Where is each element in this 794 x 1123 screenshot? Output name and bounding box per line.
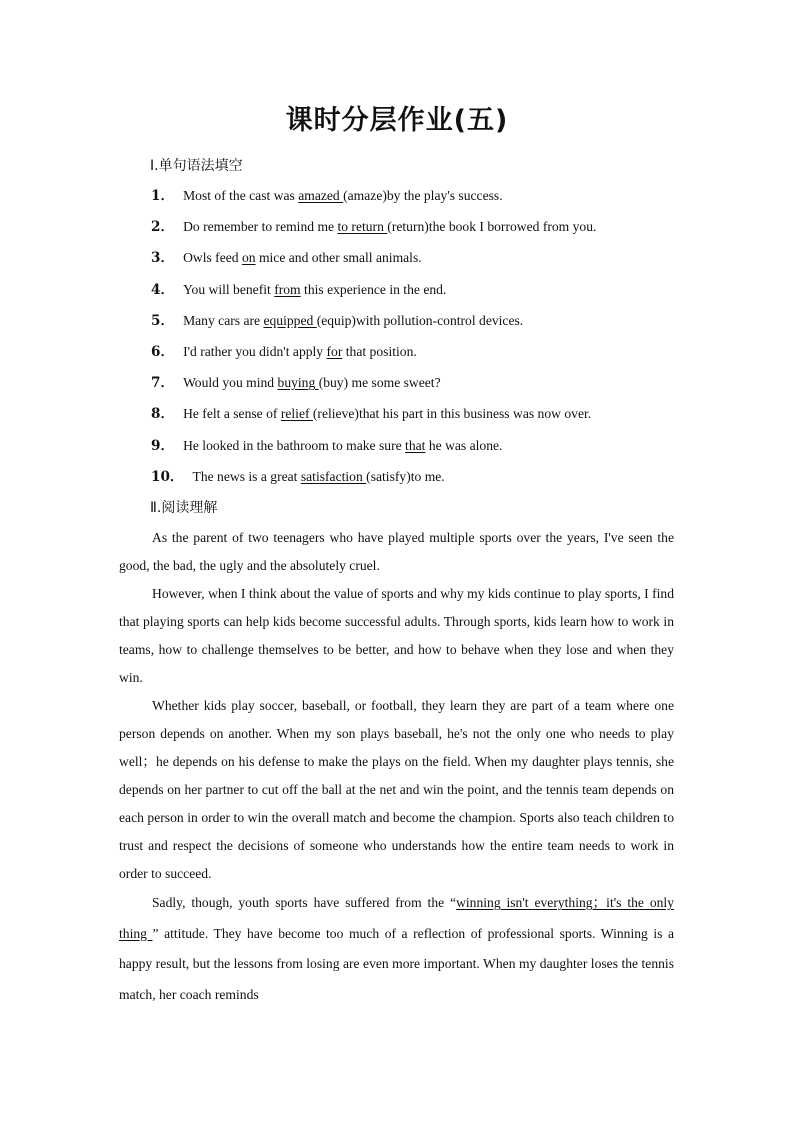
- paragraph-4-lead: Sadly, though, youth sports have suffered from the “: [152, 895, 457, 910]
- section-heading-reading: Ⅱ.阅读理解: [150, 500, 218, 516]
- item-answer: that: [405, 437, 426, 453]
- reading-paragraph-4: [119, 888, 674, 1010]
- grammar-item: [151, 372, 711, 403]
- item-answer: amazed: [298, 188, 344, 203]
- grammar-item: [151, 216, 711, 247]
- item-answer: satisfaction: [300, 468, 367, 484]
- item-text-after: (return)the book I borrowed from you.: [387, 219, 597, 235]
- item-number: 1．: [151, 188, 175, 204]
- item-text-after: mice and other small animals.: [255, 250, 422, 266]
- paragraph-4-rest: ” attitude. They have become too much of a reflection of professional sports. Winning is a happy result, but the lessons from losing are even more important. When my daughter loses the tennis match, her coach reminds: [119, 925, 675, 1002]
- page-title: 课时分层作业(五): [285, 105, 509, 136]
- item-text-before: Do remember to remind me: [183, 219, 338, 235]
- item-text-before: Many cars are: [183, 312, 264, 328]
- item-text-before: The news is a great: [192, 468, 301, 484]
- item-number: 10．: [151, 468, 184, 485]
- item-number: 3．: [151, 250, 175, 267]
- item-answer: on: [241, 250, 256, 266]
- item-text-before: Would you mind: [183, 375, 278, 391]
- item-answer: relief: [280, 406, 313, 422]
- reading-paragraph-3: Whether kids play soccer, baseball, or football, they learn they are part of a team where one person depends on another. When my son plays baseball, he's not the only one who needs to play well；he depends on his defense to make the plays on the field. When my daughter plays tennis, she depends on her partner to cut off the ball at the net and win the point, and the tennis team depends on each person in order to win the overall match and become the champion. Sports also teach children to trust and respect the decisions of someone who understands how the entire team needs to work in order to succeed.: [119, 698, 674, 881]
- item-text-after: (buy) me some sweet?: [318, 375, 441, 391]
- grammar-item: [151, 466, 711, 497]
- reading-passage: [119, 524, 674, 1010]
- item-answer: for: [326, 343, 343, 359]
- item-answer: buying: [277, 375, 319, 391]
- grammar-item: [151, 435, 711, 466]
- item-text-after: he was alone.: [425, 437, 503, 453]
- item-number: 5．: [151, 312, 175, 329]
- item-text-after: this experience in the end.: [300, 281, 447, 297]
- item-text-after: (amaze)by the play's success.: [343, 188, 503, 203]
- item-text-before: Owls feed: [183, 250, 242, 266]
- grammar-item: [151, 403, 711, 434]
- item-answer: from: [274, 281, 301, 297]
- item-number: 8．: [151, 406, 175, 423]
- item-answer: equipped: [263, 312, 317, 328]
- item-number: 4．: [151, 281, 175, 298]
- item-text-after: (satisfy)to me.: [366, 468, 445, 484]
- item-answer: to return: [337, 219, 388, 235]
- item-text-after: (equip)with pollution-control devices.: [316, 312, 524, 328]
- grammar-items-list: [151, 185, 711, 497]
- section-heading-grammar: Ⅰ.单句语法填空: [150, 158, 243, 174]
- grammar-item: [151, 185, 711, 216]
- grammar-item: [151, 310, 711, 341]
- item-text-before: He felt a sense of: [183, 406, 281, 422]
- underlined-quote: winning isn't everything；it's the only thing: [119, 895, 674, 941]
- item-text-before: You will benefit: [183, 281, 275, 297]
- item-text-after: (relieve)that his part in this business was now over.: [312, 406, 592, 422]
- item-number: 9．: [151, 437, 175, 454]
- reading-paragraph-2: However, when I think about the value of sports and why my kids continue to play sports, I find that playing sports can help kids become successful adults. Through sports, kids learn how to work in teams, how to challenge themselves to be better, and how to behave when they lose and when they win.: [119, 586, 674, 685]
- item-text-before: I'd rather you didn't apply: [183, 343, 327, 359]
- item-number: 2．: [151, 219, 175, 236]
- item-number: 7．: [151, 375, 175, 392]
- grammar-item: [151, 279, 711, 310]
- item-text-before: He looked in the bathroom to make sure: [183, 437, 406, 453]
- grammar-item: [151, 341, 711, 372]
- item-text-after: that position.: [342, 343, 417, 359]
- reading-paragraph-1: As the parent of two teenagers who have played multiple sports over the years, I've seen the good, the bad, the ugly and the absolutely cruel.: [119, 530, 674, 573]
- item-text-before: Most of the cast was: [183, 188, 299, 203]
- grammar-item: [151, 247, 711, 278]
- item-number: 6．: [151, 343, 175, 360]
